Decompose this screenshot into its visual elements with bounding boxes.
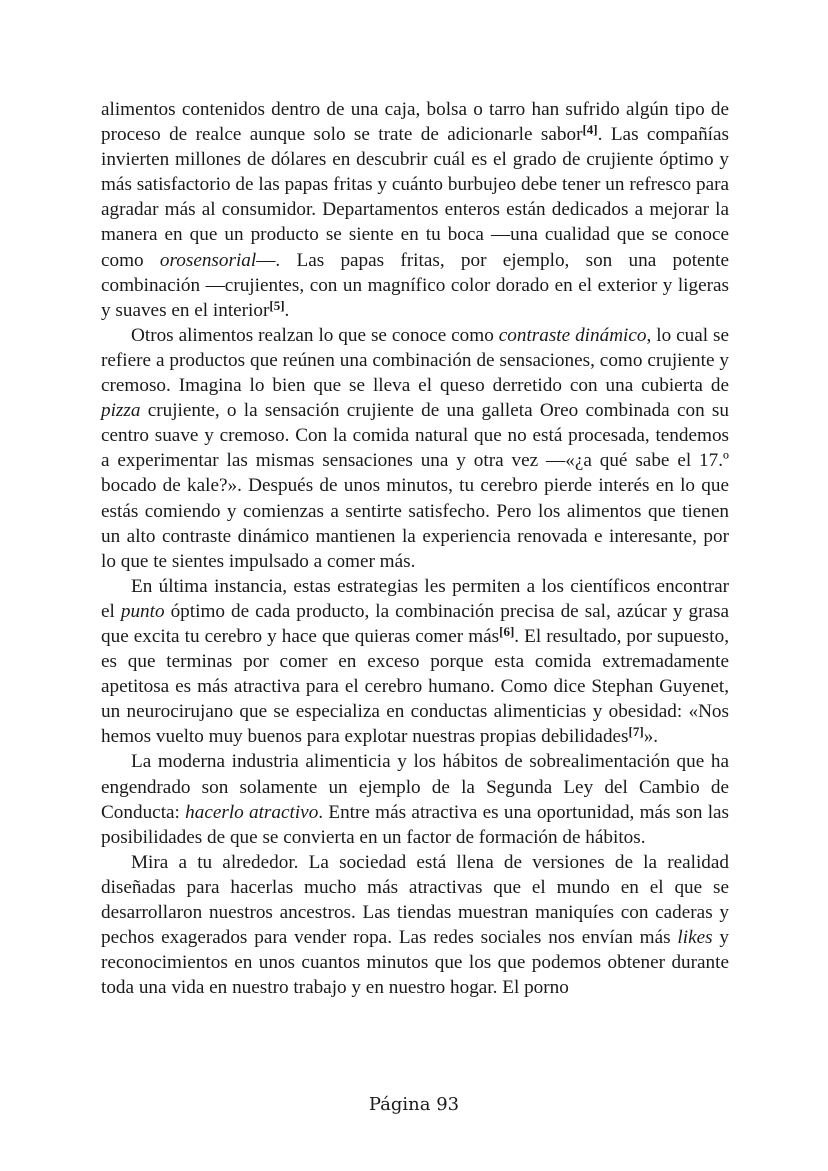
body-text: ».: [643, 726, 659, 748]
emphasized-text: likes: [677, 927, 713, 949]
body-text: óptimo de cada producto, la combinación precisa de sal, azúcar y grasa que excita tu cerebro y hace que quieras comer más: [101, 600, 729, 647]
footnote-reference[interactable]: [6]: [499, 623, 515, 639]
footnote-reference[interactable]: [4]: [582, 122, 598, 138]
body-text: Otros alimentos realzan lo que se conoce como: [131, 324, 499, 346]
emphasized-text: hacerlo atractivo: [185, 801, 319, 823]
body-text: La moderna industria alimenticia y los hábitos de sobrealimentación que ha engendrado son solamente un ejemplo de la Segunda Ley del Cambio de Conducta:: [101, 751, 729, 823]
body-text: En última instancia, estas estrategias les permiten a los científicos encontrar el: [101, 575, 729, 622]
footnote-reference[interactable]: [7]: [628, 724, 644, 740]
body-text: , lo cual se refiere a productos que reúnen una combinación de sensaciones, como crujiente y cremoso. Imagina lo bien que se lleva el queso derretido con una cubierta de: [101, 324, 729, 397]
body-text: . Entre más atractiva es una oportunidad, más son las posibilidades de que se convierta en un factor de formación de hábitos.: [101, 801, 730, 848]
paragraph: [101, 749, 729, 849]
paragraph: [101, 97, 729, 323]
body-text: Mira a tu alrededor. La sociedad está llena de versiones de la realidad diseñadas para hacerlas mucho más atractivas que el mundo en el que se desarrollaron nuestros ancestros. Las tiendas muestran maniquíes con caderas y pechos exagerados para vender ropa. Las redes sociales nos envían más: [101, 851, 729, 949]
body-text: . Las compañías invierten millones de dólares en descubrir cuál es el grado de crujiente óptimo y más satisfactorio de las papas fritas y cuánto burbujeo debe tener un refresco para agradar más al consumidor. Departamentos enteros están dedicados a mejorar la manera en que un producto se siente en tu boca —una cualidad que se conoce como: [101, 124, 729, 271]
body-text: . El resultado, por supuesto, es que terminas por comer en exceso porque esta comida extremadamente apetitosa es más atractiva para el cerebro humano. Como dice Stephan Guyenet, un neurocirujano que se especializa en conductas alimenticias y obesidad: «Nos hemos vuelto muy buenos para explotar nuestras propias debilidades: [101, 625, 729, 748]
footnote-reference[interactable]: [5]: [269, 297, 285, 313]
paragraph: [101, 574, 729, 750]
emphasized-text: orosensorial: [159, 249, 257, 271]
body-text: crujiente, o la sensación crujiente de una galleta Oreo combinada con su centro suave y cremoso. Con la comida natural que no está procesada, tendemos a experimentar las mismas sensaciones una y otra vez —«¿a qué sabe el 17.º bocado de kale?». Después de unos minutos, tu cerebro pierde interés en lo que estás comiendo y comienzas a sentirte satisfecho. Pero los alimentos que tienen un alto contraste dinámico mantienen la experiencia renovada e interesante, por lo que te sientes impulsado a comer más.: [101, 400, 729, 572]
body-text: alimentos contenidos dentro de una caja, bolsa o tarro han sufrido algún tipo de proceso de realce aunque solo se trate de adicionarle sabor: [101, 99, 729, 146]
body-text: —. Las papas fritas, por ejemplo, son una potente combinación —crujientes, con un magnífico color dorado en el exterior y ligeras y suaves en el interior: [101, 249, 729, 321]
paragraph: [101, 323, 729, 574]
page-number: Página 93: [368, 1094, 460, 1115]
emphasized-text: punto: [120, 600, 165, 622]
emphasized-text: pizza: [101, 400, 141, 422]
page-body: [101, 97, 729, 1000]
paragraph: [101, 850, 729, 1001]
body-text: y reconocimientos en unos cuantos minutos que los que podemos obtener durante toda una vida en nuestro trabajo y en nuestro hogar. El porno: [101, 927, 729, 999]
emphasized-text: contraste dinámico: [498, 324, 647, 346]
body-text: .: [284, 299, 290, 321]
